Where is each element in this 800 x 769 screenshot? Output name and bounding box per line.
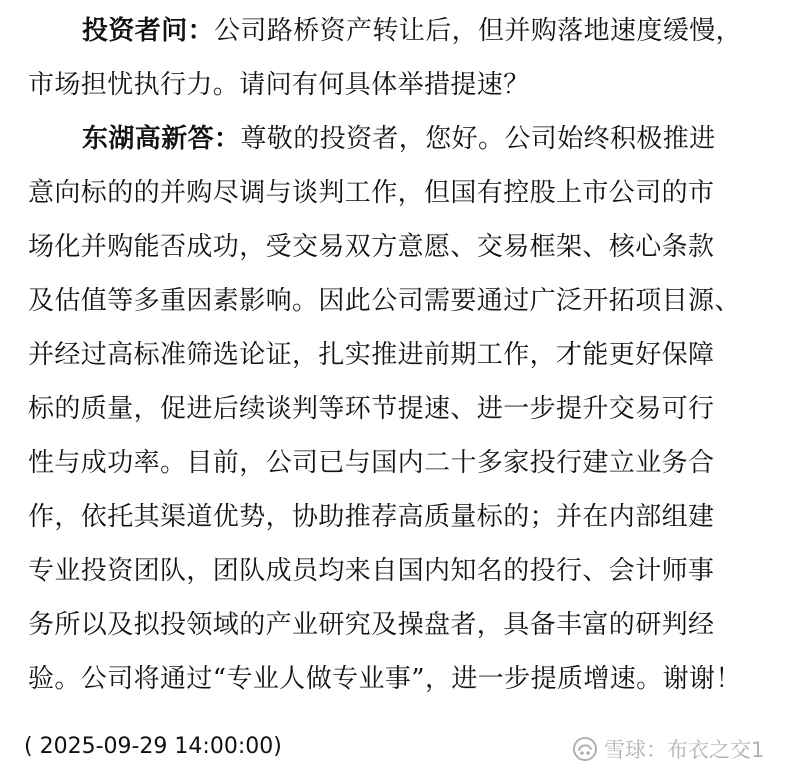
answer-line-8: 作，依托其渠道优势，协助推荐高质量标的；并在内部组建	[28, 502, 715, 532]
question-speaker: 投资者问：	[82, 16, 215, 46]
answer-line-7: 性与成功率。目前，公司已与国内二十多家投行建立业务合	[28, 448, 715, 478]
timestamp: ( 2025-09-29 14:00:00)	[24, 734, 282, 759]
watermark	[572, 732, 764, 766]
answer-line-4: 及估值等多重因素影响。因此公司需要通过广泛开拓项目源、	[28, 286, 741, 316]
answer-line-11: 验。公司将通过“专业人做专业事”，进一步提质增速。谢谢！	[28, 664, 742, 694]
answer-line-3: 场化并购能否成功，受交易双方意愿、交易框架、核心条款	[28, 232, 715, 262]
snowball-logo-icon	[572, 736, 598, 762]
answer-line-6: 标的质量，促进后续谈判等环节提速、进一步提升交易可行	[28, 394, 715, 424]
answer-line-1	[82, 122, 716, 156]
answer-speaker: 东湖高新答：	[82, 124, 241, 154]
answer-line-2: 意向标的的并购尽调与谈判工作，但国有控股上市公司的市	[28, 178, 715, 208]
answer-line-10: 务所以及拟投领域的产业研究及操盘者，具备丰富的研判经	[28, 610, 715, 640]
watermark-text: 雪球：布衣之交1	[604, 738, 765, 762]
question-line-1	[82, 14, 742, 48]
answer-line-9: 专业投资团队，团队成员均来自国内知名的投行、会计师事	[28, 556, 715, 586]
question-line-2: 市场担忧执行力。请问有何具体举措提速？	[28, 70, 530, 100]
answer-text: 尊敬的投资者，您好。公司始终积极推进	[240, 124, 716, 154]
answer-line-5: 并经过高标准筛选论证，扎实推进前期工作，才能更好保障	[28, 340, 715, 370]
question-text: 公司路桥资产转让后，但并购落地速度缓慢，	[214, 16, 743, 46]
